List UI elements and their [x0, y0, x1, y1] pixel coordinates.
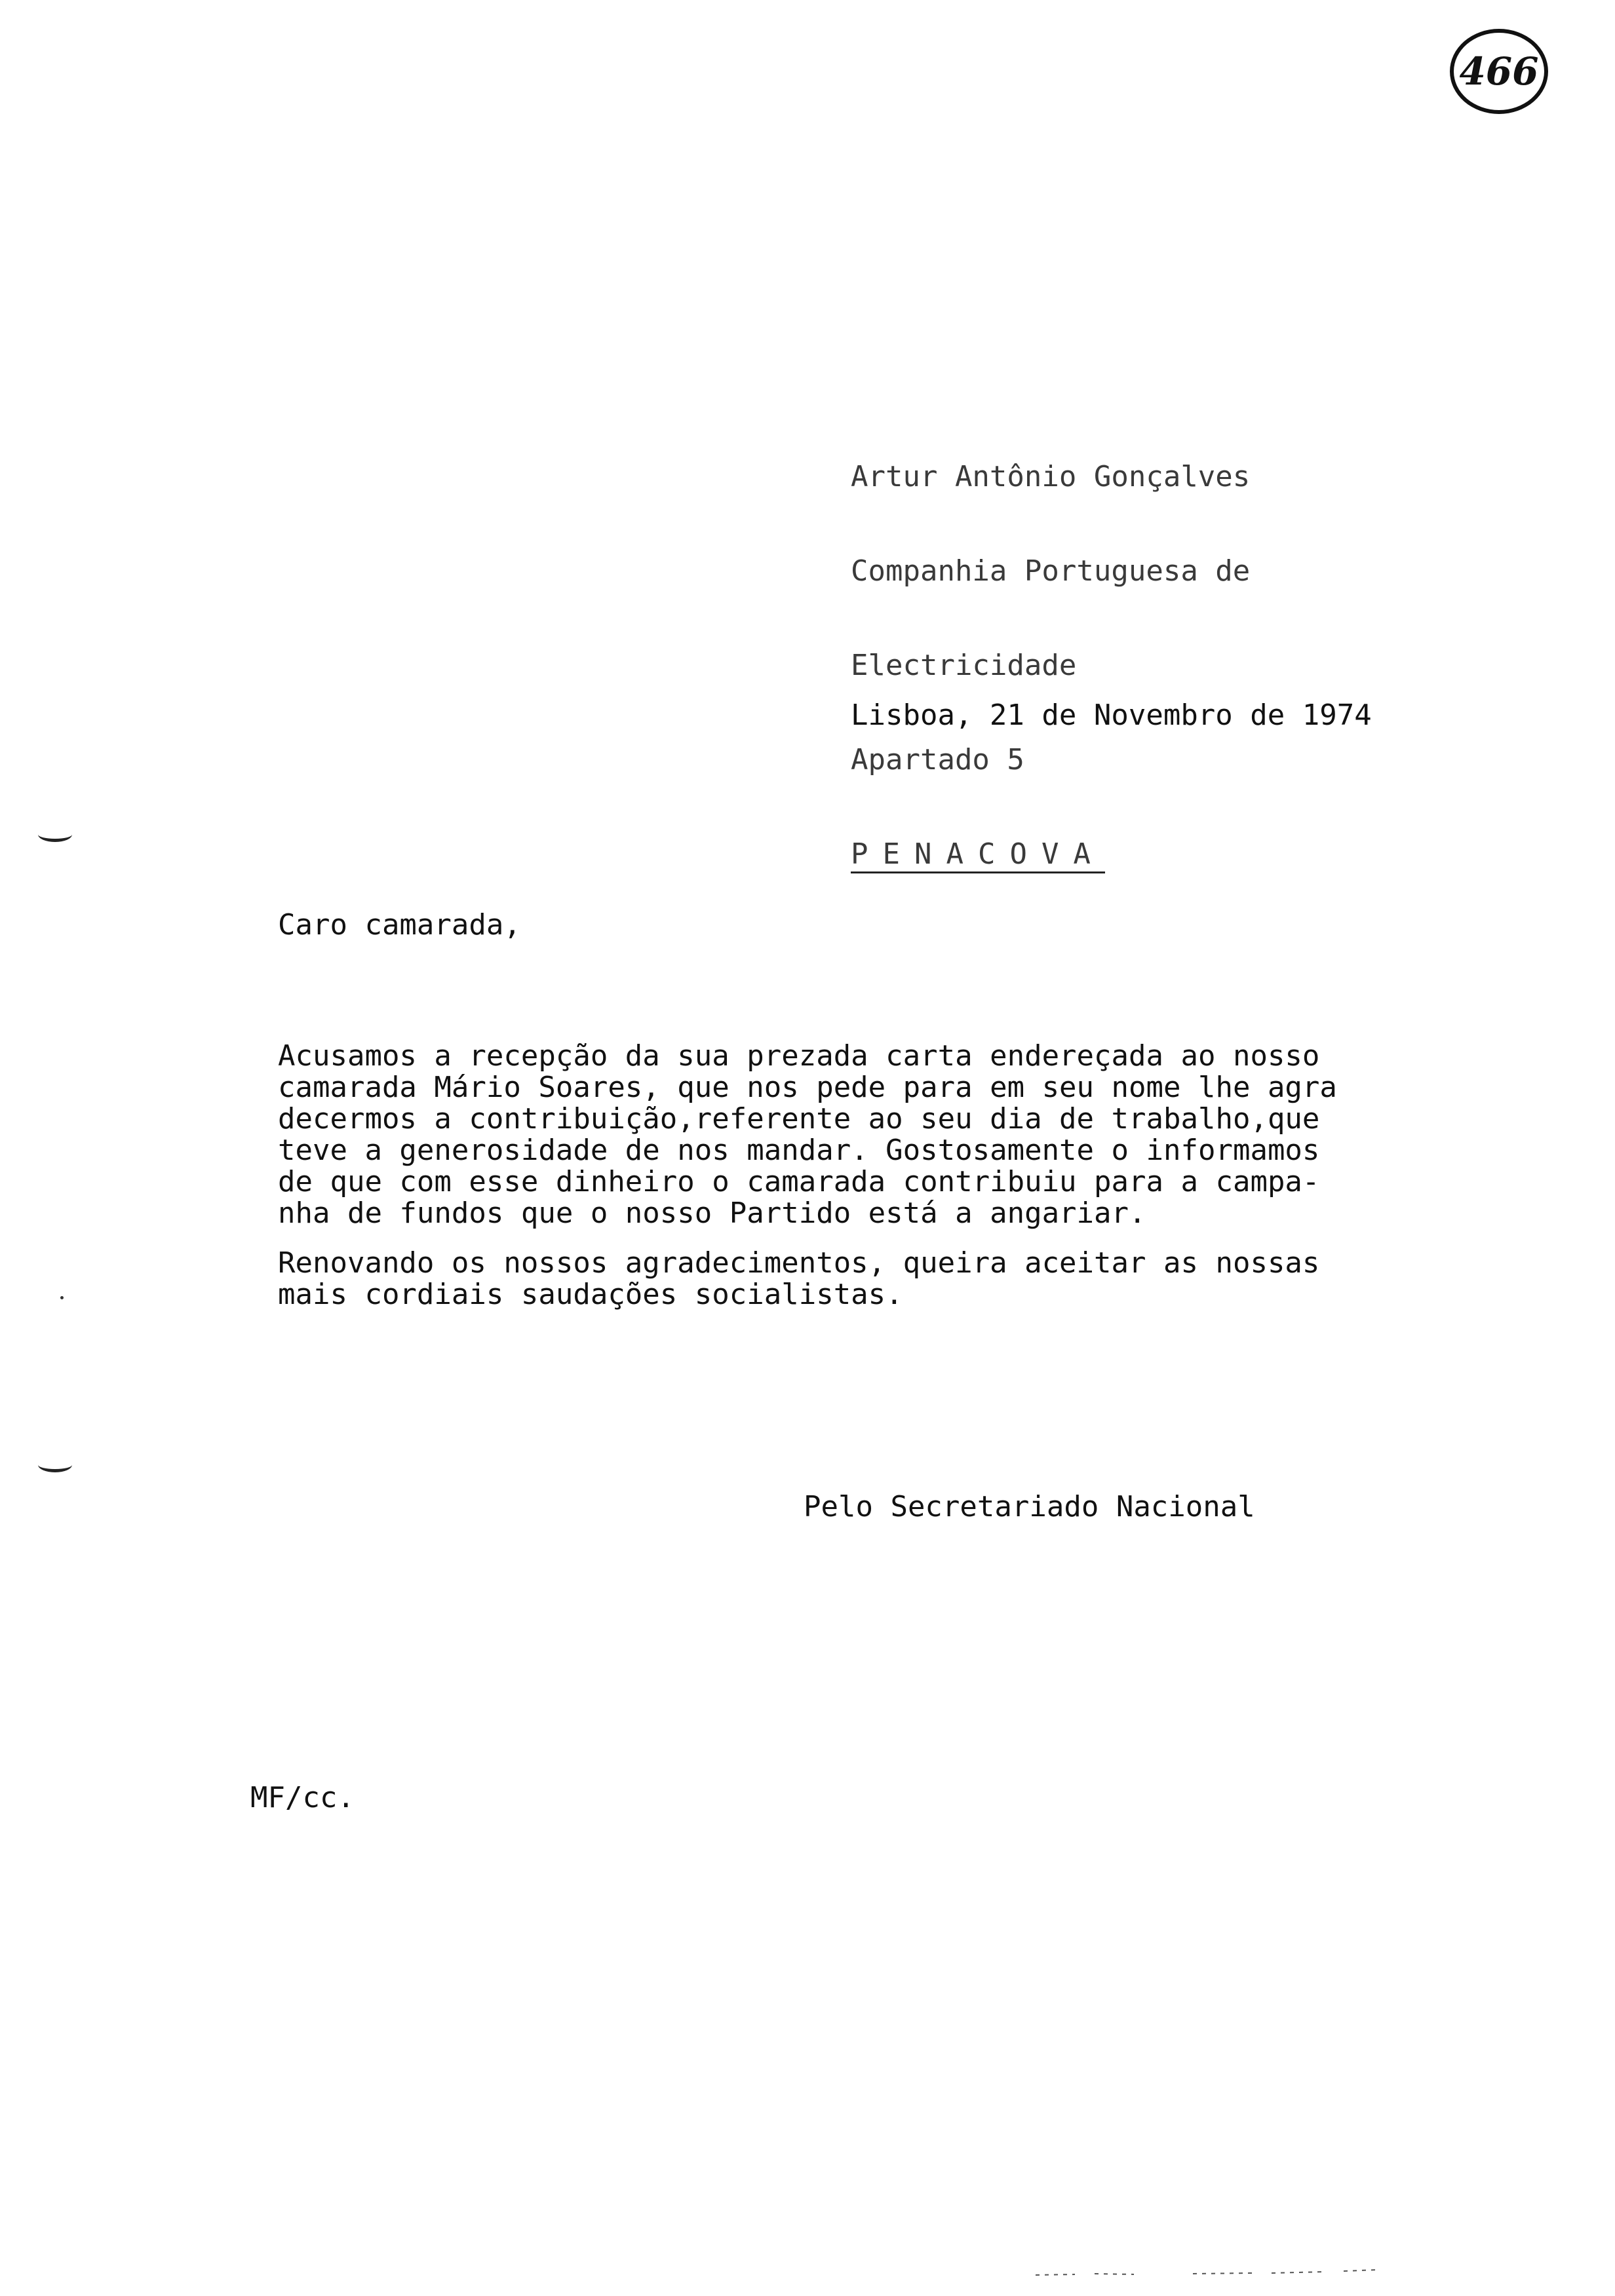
body-line: mais cordiais saudações socialistas.: [278, 1278, 903, 1311]
recipient-company-line2: Electricidade: [851, 649, 1077, 682]
recipient-name: Artur Antônio Gonçalves: [851, 460, 1251, 493]
recipient-city: PENACOVA: [851, 839, 1105, 873]
recipient-address: [851, 398, 1250, 936]
body-line: camarada Mário Soares, que nos pede para em seu nome lhe agra: [278, 1071, 1337, 1104]
body-line: Acusamos a recepção da sua prezada carta endereçada ao nosso: [278, 1039, 1320, 1073]
letter-body: [278, 1041, 1471, 1329]
body-line: decermos a contribuição,referente ao seu dia de trabalho,que: [278, 1102, 1320, 1136]
punch-hole-mark: [38, 827, 72, 842]
punch-hole-mark: [38, 1457, 72, 1472]
body-line: Renovando os nossos agradecimentos, queira aceitar as nossas: [278, 1246, 1320, 1280]
body-paragraph-1: [278, 1041, 1471, 1229]
salutation: Caro camarada,: [278, 908, 521, 942]
recipient-company-line1: Companhia Portuguesa de: [851, 554, 1251, 588]
page-number-stamp: 466: [1450, 29, 1548, 114]
reference-initials: MF/cc.: [250, 1781, 355, 1814]
body-paragraph-2: [278, 1248, 1471, 1311]
scan-speck: [60, 1296, 64, 1299]
body-line: teve a generosidade de nos mandar. Gostosamente o informamos: [278, 1134, 1320, 1167]
letter-date: Lisboa, 21 de Novembro de 1974: [851, 698, 1372, 732]
signature-line: Pelo Secretariado Nacional: [804, 1490, 1255, 1523]
scan-edge-smudge: [1036, 2266, 1403, 2279]
body-line: nha de fundos que o nosso Partido está a angariar.: [278, 1196, 1146, 1230]
body-line: de que com esse dinheiro o camarada contribuiu para a campa-: [278, 1165, 1320, 1198]
recipient-box: Apartado 5: [851, 743, 1024, 776]
